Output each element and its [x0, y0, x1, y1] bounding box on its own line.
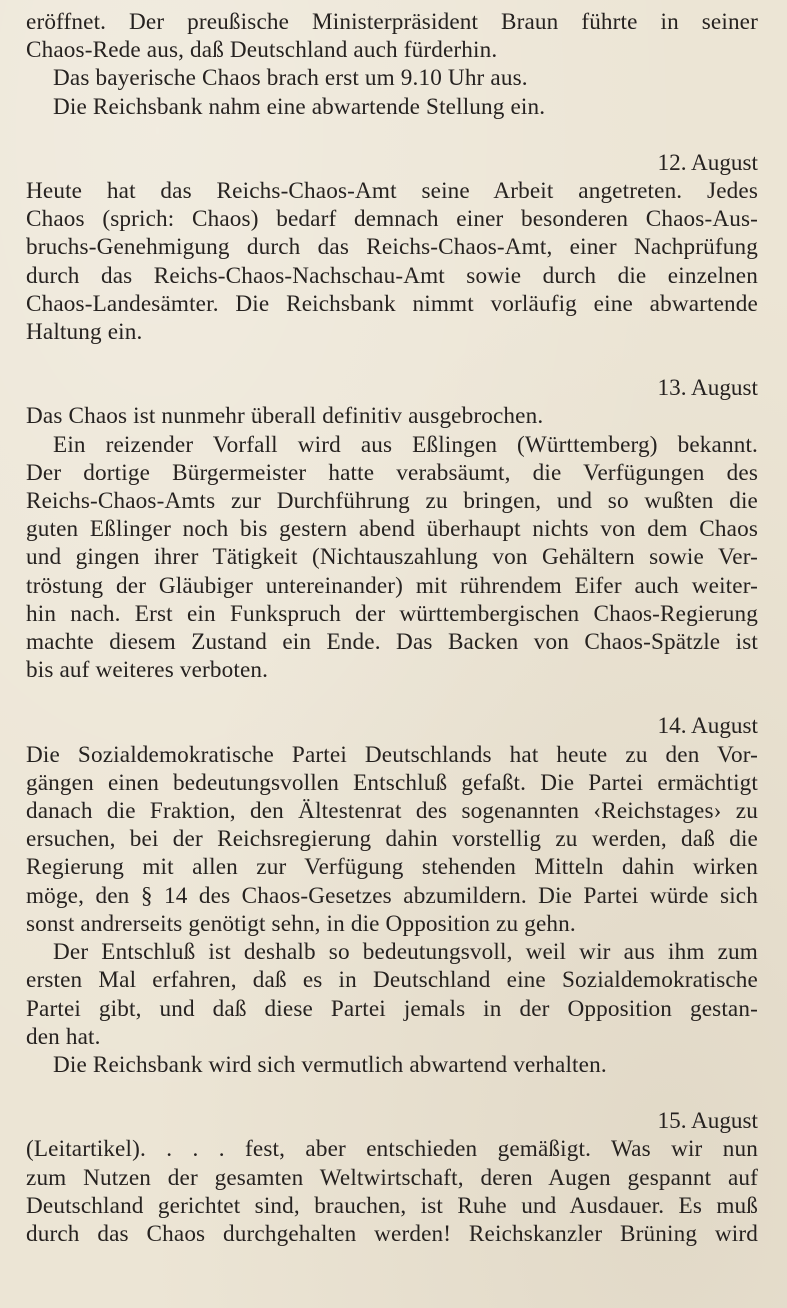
paragraph [26, 431, 758, 685]
text-line: Chaos-Rede aus, daß Deutschland auch fürderhin. [26, 37, 498, 64]
section-spacer [26, 684, 758, 712]
entry-date: 12. August [657, 149, 758, 176]
text-line: bis auf weiteres verboten. [26, 657, 269, 684]
text-line: Das Chaos ist nunmehr überall definitiv ausgebrochen. [26, 403, 544, 430]
text-line: Die Reichsbank nahm eine abwartende Stellung ein. [53, 93, 546, 120]
text-line: bruchs-Genehmigung durch das Reichs-Chaos-Amt, einer Nachprüfung [26, 234, 758, 261]
text-line: durch das Chaos durchgehalten werden! Reichskanzler Brüning wird [26, 1220, 758, 1247]
text-line: Die Sozialdemokratische Partei Deutschlands hat heute zu den Vor- [26, 741, 758, 768]
text-line: Der dortige Bürgermeister hatte verabsäumt, die Verfügungen des [26, 459, 758, 486]
diary-entry [26, 8, 758, 121]
section-spacer [26, 121, 758, 149]
text-line: Partei gibt, und daß diese Partei jemals in der Opposition gestan- [26, 995, 758, 1022]
text-line: den hat. [26, 1023, 101, 1050]
paragraph [26, 1051, 758, 1079]
paragraph [26, 741, 758, 938]
text-line: durch das Reichs-Chaos-Nachschau-Amt sowie durch die einzelnen [26, 262, 758, 289]
text-line: Chaos-Landesämter. Die Reichsbank nimmt vorläufig eine abwartende [26, 290, 758, 317]
diary-entry [26, 149, 758, 346]
paragraph [26, 938, 758, 1051]
diary-entry [26, 1107, 758, 1248]
book-page [26, 8, 758, 1248]
text-line: Reichs-Chaos-Amts zur Durchführung zu bringen, und so wußten die [26, 488, 758, 515]
diary-entry [26, 712, 758, 1079]
text-line: eröffnet. Der preußische Ministerpräsident Braun führte in seiner [26, 9, 758, 35]
text-line: guten Eßlinger noch bis gestern abend überhaupt nichts von dem Chaos [26, 516, 758, 543]
text-line: möge, den § 14 des Chaos-Gesetzes abzumildern. Die Partei würde sich [26, 882, 758, 909]
text-line: Das bayerische Chaos brach erst um 9.10 Uhr aus. [53, 65, 528, 92]
section-spacer [26, 1079, 758, 1107]
text-line: Chaos (sprich: Chaos) bedarf demnach einer besonderen Chaos-Aus- [26, 206, 758, 233]
text-line: Deutschland gerichtet sind, brauchen, ist Ruhe und Ausdauer. Es muß [26, 1192, 758, 1219]
text-line: danach die Fraktion, den Ältestenrat des sogenannten ‹Reichstages› zu [26, 798, 758, 825]
text-line: ersuchen, bei der Reichsregierung dahin vorstellig zu werden, daß die [26, 826, 758, 853]
entry-date: 13. August [657, 375, 758, 402]
text-line: ersten Mal erfahren, daß es in Deutschland eine Sozialdemokratische [26, 967, 758, 994]
text-line: Regierung mit allen zur Verfügung stehenden Mitteln dahin wirken [26, 854, 758, 881]
text-line: gängen einen bedeutungsvollen Entschluß gefaßt. Die Partei ermächtigt [26, 769, 758, 796]
text-line: und gingen ihrer Tätigkeit (Nichtauszahlung von Gehältern sowie Ver- [26, 544, 758, 571]
paragraph [26, 64, 758, 92]
section-spacer [26, 346, 758, 374]
paragraph [26, 177, 758, 346]
diary-entry [26, 374, 758, 684]
text-line: sonst andrerseits genötigt sehn, in die Opposition zu gehn. [26, 910, 576, 937]
text-line: Haltung ein. [26, 319, 143, 346]
text-line: (Leitartikel). . . . fest, aber entschieden gemäßigt. Was wir nun [26, 1136, 758, 1163]
entry-date: 15. August [657, 1108, 758, 1135]
text-line: zum Nutzen der gesamten Weltwirtschaft, deren Augen gespannt auf [26, 1164, 758, 1191]
text-line: Heute hat das Reichs-Chaos-Amt seine Arbeit angetreten. Jedes [26, 178, 758, 205]
text-line: machte diesem Zustand ein Ende. Das Backen von Chaos-Spätzle ist [26, 629, 758, 656]
entry-date: 14. August [657, 713, 758, 740]
text-line: Die Reichsbank wird sich vermutlich abwartend verhalten. [53, 1051, 607, 1078]
paragraph [26, 1135, 758, 1248]
text-line: Ein reizender Vorfall wird aus Eßlingen (Württemberg) bekannt. [53, 431, 758, 458]
paragraph [26, 93, 758, 121]
paragraph [26, 402, 758, 430]
paragraph [26, 8, 758, 64]
text-line: hin nach. Erst ein Funkspruch der württembergischen Chaos-Regierung [26, 600, 758, 627]
text-line: tröstung der Gläubiger untereinander) mit rührendem Eifer auch weiter- [26, 572, 758, 599]
text-line: Der Entschluß ist deshalb so bedeutungsvoll, weil wir aus ihm zum [53, 939, 758, 966]
